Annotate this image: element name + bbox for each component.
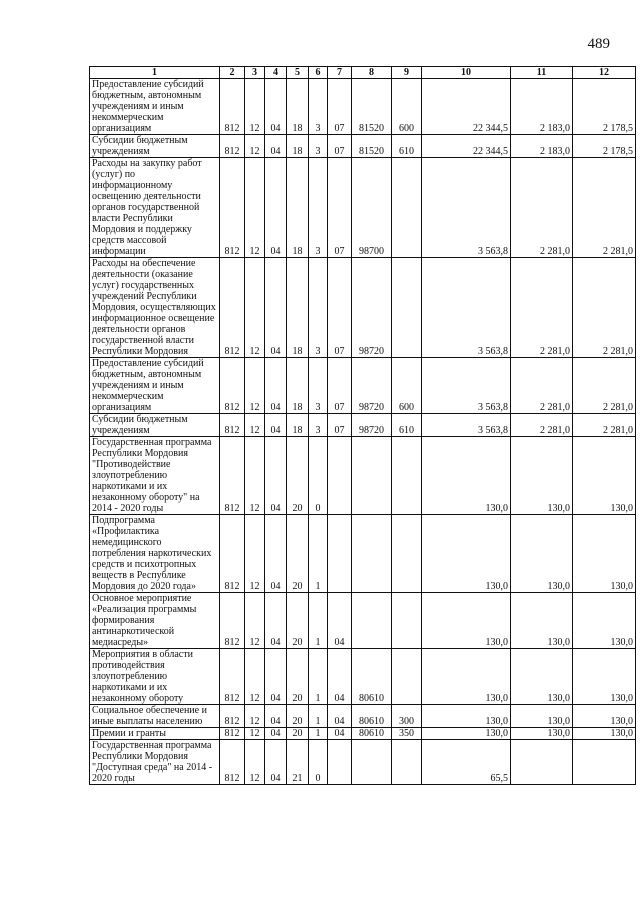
cell-amount-1: 130,0 <box>422 705 511 728</box>
cell-expense-type: 300 <box>392 705 422 728</box>
cell-expense-type: 610 <box>392 135 422 158</box>
cell-ministry: 812 <box>220 593 245 649</box>
cell-section: 12 <box>245 158 265 258</box>
cell-section: 12 <box>245 593 265 649</box>
cell-expense-type <box>392 158 422 258</box>
header-cell: 8 <box>352 67 392 79</box>
cell-direction: 98720 <box>352 258 392 358</box>
cell-subsection: 04 <box>265 515 287 593</box>
cell-subsection: 04 <box>265 158 287 258</box>
header-cell: 1 <box>90 67 220 79</box>
cell-subprogram: 1 <box>309 593 328 649</box>
cell-subsection: 04 <box>265 740 287 785</box>
header-cell: 11 <box>511 67 573 79</box>
cell-subprogram: 1 <box>309 515 328 593</box>
cell-amount-2: 2 183,0 <box>511 79 573 135</box>
cell-amount-3: 130,0 <box>573 437 636 515</box>
cell-amount-1: 130,0 <box>422 649 511 705</box>
cell-program: 20 <box>287 649 309 705</box>
cell-amount-1: 3 563,8 <box>422 158 511 258</box>
header-cell: 6 <box>309 67 328 79</box>
cell-event: 04 <box>328 705 352 728</box>
cell-expense-type <box>392 740 422 785</box>
cell-amount-1: 22 344,5 <box>422 79 511 135</box>
table-row <box>90 158 636 258</box>
cell-section: 12 <box>245 728 265 740</box>
cell-subprogram: 3 <box>309 358 328 414</box>
cell-section: 12 <box>245 414 265 437</box>
header-cell: 2 <box>220 67 245 79</box>
table-row <box>90 728 636 740</box>
cell-subsection: 04 <box>265 728 287 740</box>
table-row <box>90 414 636 437</box>
row-name: Государственная программа Республики Мордовия "Противодействие злоупотреблению наркотиками и их незаконному обороту" на 2014 - 2020 годы <box>90 437 220 515</box>
cell-direction: 80610 <box>352 649 392 705</box>
cell-section: 12 <box>245 705 265 728</box>
cell-program: 21 <box>287 740 309 785</box>
cell-ministry: 812 <box>220 158 245 258</box>
cell-direction <box>352 740 392 785</box>
cell-expense-type: 600 <box>392 79 422 135</box>
cell-ministry: 812 <box>220 705 245 728</box>
cell-program: 18 <box>287 158 309 258</box>
cell-subsection: 04 <box>265 135 287 158</box>
cell-event: 07 <box>328 358 352 414</box>
cell-direction <box>352 437 392 515</box>
cell-amount-2: 2 281,0 <box>511 258 573 358</box>
row-name: Премии и гранты <box>90 728 220 740</box>
cell-ministry: 812 <box>220 740 245 785</box>
header-cell: 7 <box>328 67 352 79</box>
row-name: Расходы на закупку работ (услуг) по информационному освещению деятельности органов государственной власти Республики Мордовия и поддержку средств массовой информации <box>90 158 220 258</box>
cell-direction <box>352 593 392 649</box>
table-row <box>90 135 636 158</box>
cell-subsection: 04 <box>265 593 287 649</box>
cell-expense-type <box>392 649 422 705</box>
cell-subprogram: 1 <box>309 728 328 740</box>
cell-event: 04 <box>328 649 352 705</box>
cell-direction: 98720 <box>352 358 392 414</box>
cell-event: 07 <box>328 414 352 437</box>
cell-amount-3: 130,0 <box>573 649 636 705</box>
row-name: Предоставление субсидий бюджетным, автономным учреждениям и иным некоммерческим организациям <box>90 79 220 135</box>
cell-ministry: 812 <box>220 649 245 705</box>
cell-amount-1: 22 344,5 <box>422 135 511 158</box>
cell-amount-1: 3 563,8 <box>422 258 511 358</box>
cell-direction: 80610 <box>352 705 392 728</box>
cell-ministry: 812 <box>220 135 245 158</box>
cell-amount-2 <box>511 740 573 785</box>
budget-table <box>89 66 636 785</box>
cell-program: 18 <box>287 135 309 158</box>
cell-ministry: 812 <box>220 515 245 593</box>
cell-direction: 81520 <box>352 135 392 158</box>
cell-section: 12 <box>245 515 265 593</box>
cell-amount-2: 130,0 <box>511 593 573 649</box>
header-cell: 4 <box>265 67 287 79</box>
header-cell: 5 <box>287 67 309 79</box>
cell-program: 18 <box>287 414 309 437</box>
cell-event: 07 <box>328 135 352 158</box>
cell-expense-type: 610 <box>392 414 422 437</box>
table-row <box>90 705 636 728</box>
cell-direction: 80610 <box>352 728 392 740</box>
cell-program: 20 <box>287 705 309 728</box>
cell-expense-type <box>392 437 422 515</box>
cell-ministry: 812 <box>220 358 245 414</box>
row-name: Расходы на обеспечение деятельности (оказание услуг) государственных учреждений Республики Мордовия, осуществляющих информационное освещение деятельности органов государственной власти Республики Мордовия <box>90 258 220 358</box>
cell-expense-type: 600 <box>392 358 422 414</box>
cell-section: 12 <box>245 135 265 158</box>
cell-event: 04 <box>328 728 352 740</box>
cell-amount-1: 130,0 <box>422 593 511 649</box>
cell-subprogram: 3 <box>309 79 328 135</box>
cell-subsection: 04 <box>265 258 287 358</box>
cell-event: 07 <box>328 158 352 258</box>
cell-amount-3: 2 281,0 <box>573 358 636 414</box>
cell-amount-1: 65,5 <box>422 740 511 785</box>
row-name: Субсидии бюджетным учреждениям <box>90 414 220 437</box>
cell-subsection: 04 <box>265 649 287 705</box>
cell-subprogram: 3 <box>309 158 328 258</box>
cell-amount-2: 130,0 <box>511 705 573 728</box>
cell-amount-1: 3 563,8 <box>422 358 511 414</box>
table-row <box>90 79 636 135</box>
cell-amount-3: 2 178,5 <box>573 79 636 135</box>
cell-amount-3: 2 178,5 <box>573 135 636 158</box>
cell-program: 20 <box>287 593 309 649</box>
cell-subsection: 04 <box>265 705 287 728</box>
cell-subprogram: 0 <box>309 740 328 785</box>
header-cell: 10 <box>422 67 511 79</box>
cell-event <box>328 740 352 785</box>
cell-amount-3: 2 281,0 <box>573 158 636 258</box>
cell-amount-2: 2 281,0 <box>511 158 573 258</box>
table-row <box>90 358 636 414</box>
table-row <box>90 593 636 649</box>
row-name: Основное мероприятие «Реализация программы формирования антинаркотической медиасреды» <box>90 593 220 649</box>
row-name: Подпрограмма «Профилактика немедицинского потребления наркотических средств и психотропных веществ в Республике Мордовия до 2020 года» <box>90 515 220 593</box>
cell-subsection: 04 <box>265 358 287 414</box>
cell-section: 12 <box>245 437 265 515</box>
cell-direction: 98720 <box>352 414 392 437</box>
cell-subprogram: 0 <box>309 437 328 515</box>
cell-amount-1: 130,0 <box>422 437 511 515</box>
cell-amount-3 <box>573 740 636 785</box>
cell-section: 12 <box>245 258 265 358</box>
cell-event: 07 <box>328 79 352 135</box>
cell-subsection: 04 <box>265 414 287 437</box>
cell-amount-3: 130,0 <box>573 728 636 740</box>
cell-amount-2: 130,0 <box>511 437 573 515</box>
cell-section: 12 <box>245 79 265 135</box>
row-name: Мероприятия в области противодействия злоупотреблению наркотиками и их незаконному обороту <box>90 649 220 705</box>
cell-subsection: 04 <box>265 437 287 515</box>
table-row <box>90 740 636 785</box>
cell-amount-2: 130,0 <box>511 515 573 593</box>
cell-section: 12 <box>245 649 265 705</box>
cell-amount-3: 2 281,0 <box>573 258 636 358</box>
header-cell: 3 <box>245 67 265 79</box>
cell-event: 04 <box>328 593 352 649</box>
cell-subprogram: 3 <box>309 135 328 158</box>
cell-expense-type <box>392 258 422 358</box>
cell-expense-type <box>392 593 422 649</box>
cell-ministry: 812 <box>220 79 245 135</box>
cell-amount-1: 3 563,8 <box>422 414 511 437</box>
cell-amount-3: 130,0 <box>573 515 636 593</box>
cell-event <box>328 515 352 593</box>
row-name: Социальное обеспечение и иные выплаты населению <box>90 705 220 728</box>
cell-event: 07 <box>328 258 352 358</box>
row-name: Государственная программа Республики Мордовия "Доступная среда" на 2014 - 2020 годы <box>90 740 220 785</box>
cell-amount-2: 2 281,0 <box>511 414 573 437</box>
cell-ministry: 812 <box>220 258 245 358</box>
cell-direction: 81520 <box>352 79 392 135</box>
page-number: 489 <box>587 36 610 52</box>
cell-subprogram: 3 <box>309 258 328 358</box>
cell-ministry: 812 <box>220 437 245 515</box>
cell-amount-1: 130,0 <box>422 728 511 740</box>
cell-subprogram: 3 <box>309 414 328 437</box>
cell-ministry: 812 <box>220 414 245 437</box>
cell-program: 18 <box>287 358 309 414</box>
table-row <box>90 649 636 705</box>
header-row <box>90 67 636 79</box>
cell-subprogram: 1 <box>309 705 328 728</box>
cell-expense-type <box>392 515 422 593</box>
header-cell: 12 <box>573 67 636 79</box>
cell-amount-2: 2 183,0 <box>511 135 573 158</box>
row-name: Предоставление субсидий бюджетным, автономным учреждениям и иным некоммерческим организациям <box>90 358 220 414</box>
table-row <box>90 258 636 358</box>
cell-section: 12 <box>245 740 265 785</box>
cell-subsection: 04 <box>265 79 287 135</box>
cell-expense-type: 350 <box>392 728 422 740</box>
header-cell: 9 <box>392 67 422 79</box>
cell-program: 20 <box>287 437 309 515</box>
cell-program: 18 <box>287 79 309 135</box>
cell-direction: 98700 <box>352 158 392 258</box>
cell-amount-3: 2 281,0 <box>573 414 636 437</box>
cell-program: 20 <box>287 728 309 740</box>
cell-direction <box>352 515 392 593</box>
cell-program: 20 <box>287 515 309 593</box>
cell-amount-2: 2 281,0 <box>511 358 573 414</box>
cell-amount-2: 130,0 <box>511 649 573 705</box>
cell-amount-2: 130,0 <box>511 728 573 740</box>
cell-amount-3: 130,0 <box>573 705 636 728</box>
cell-section: 12 <box>245 358 265 414</box>
cell-event <box>328 437 352 515</box>
cell-program: 18 <box>287 258 309 358</box>
cell-subprogram: 1 <box>309 649 328 705</box>
cell-ministry: 812 <box>220 728 245 740</box>
cell-amount-3: 130,0 <box>573 593 636 649</box>
row-name: Субсидии бюджетным учреждениям <box>90 135 220 158</box>
table-row <box>90 437 636 515</box>
cell-amount-1: 130,0 <box>422 515 511 593</box>
table-row <box>90 515 636 593</box>
